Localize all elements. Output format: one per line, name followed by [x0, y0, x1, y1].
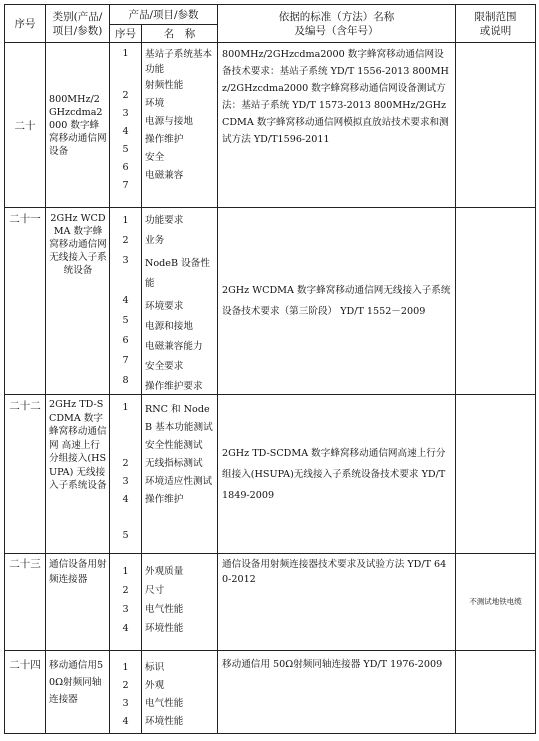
table-row — [5, 651, 536, 734]
item-number: 7 — [122, 355, 129, 366]
item-name: NodeB 设备性能 — [145, 258, 210, 289]
header-standard-line1: 依据的标准（方法）名称 — [278, 10, 395, 23]
item-name: 外观 — [145, 680, 165, 691]
item-name: RNC 和 Node B 基本功能测试 — [145, 404, 213, 433]
item-number: 1 — [122, 48, 129, 59]
item-number: 5 — [122, 530, 129, 541]
item-name: 安全性能测试 — [145, 440, 203, 451]
table-row — [5, 554, 536, 651]
item-number: 5 — [122, 144, 129, 155]
item-name: 环境性能 — [145, 623, 184, 634]
row-category: 800MHz/2GHzcdma2000 数字蜂窝移动通信网设备 — [46, 43, 110, 208]
item-name: 环境 — [145, 98, 165, 109]
item-name: 安全要求 — [145, 361, 184, 372]
item-number: 4 — [122, 623, 129, 634]
row-seq: 二十二 — [5, 395, 46, 554]
item-name: 操作维护 — [145, 134, 184, 145]
row-seq: 二十一 — [5, 208, 46, 395]
item-name: 尺寸 — [145, 585, 165, 596]
item-number: 3 — [122, 108, 129, 119]
item-name: 操作维护 — [145, 494, 184, 505]
item-name: 基站子系统基本功能 — [145, 49, 213, 75]
item-name: 外观质量 — [145, 566, 184, 577]
item-name: 环境适应性测试 — [145, 476, 213, 487]
item-name: 业务 — [145, 235, 165, 246]
row-item-names — [142, 651, 218, 734]
row-standard: 移动通信用 50Ω射频同轴连接器 YD/T 1976-2009 — [218, 651, 456, 734]
row-category: 2GHz WCDMA 数字蜂窝移动通信网无线接入子系统设备 — [46, 208, 110, 395]
row-item-names — [142, 208, 218, 395]
row-limit — [456, 208, 536, 395]
item-number: 4 — [122, 126, 129, 137]
row-category: 2GHz TD-SCDMA 数字蜂窝移动通信网 高速上行分组接入(HSUPA) 无线接入子系统设备 — [46, 395, 110, 554]
header-category-line1: 类别(产品/ — [52, 10, 103, 23]
row-limit: 不测试地铁电缆 — [456, 554, 536, 651]
row-limit — [456, 395, 536, 554]
item-name: 标识 — [145, 662, 165, 673]
item-number: 3 — [122, 476, 129, 487]
header-limit-line2: 或说明 — [479, 24, 512, 37]
item-number: 6 — [122, 162, 129, 173]
table-row — [5, 395, 536, 554]
row-standard: 2GHz WCDMA 数字蜂窝移动通信网无线接入子系统设备技术要求（第三阶段） YD/T 1552－2009 — [218, 208, 456, 395]
header-sub-seq: 序号 — [110, 25, 142, 43]
item-number: 2 — [122, 458, 129, 469]
item-name: 射频性能 — [145, 80, 184, 91]
item-name: 环境性能 — [145, 716, 184, 727]
item-number: 3 — [122, 604, 129, 615]
item-number: 4 — [122, 295, 129, 306]
row-item-names — [142, 554, 218, 651]
item-name: 无线指标测试 — [145, 458, 203, 469]
item-name: 安全 — [145, 152, 165, 163]
item-number: 4 — [122, 494, 129, 505]
item-number: 8 — [122, 375, 129, 386]
item-name: 电源和接地 — [145, 321, 193, 332]
item-number: 1 — [122, 402, 129, 413]
header-limit — [456, 5, 536, 43]
row-limit — [456, 651, 536, 734]
header-sub-name: 名 称 — [142, 25, 218, 43]
item-number: 6 — [122, 335, 129, 346]
item-name: 电磁兼容能力 — [145, 341, 203, 352]
row-standard: 800MHz/2GHzcdma2000 数字蜂窝移动通信网设备技术要求：基站子系统 YD/T 1556-2013 800MHz/2GHzcdma2000 数字蜂窝移动通信网设备测试方法：基站子系统 YD/T 1573-2013 800MHz/2GHz CDMA 数字蜂窝移动通信网模拟直放站技术要求和测试方法 YD/T1596-2011 — [218, 43, 456, 208]
item-number: 1 — [122, 662, 129, 673]
header-limit-line1: 限制范围 — [474, 10, 517, 23]
item-name: 电源与接地 — [145, 116, 193, 127]
header-standard — [218, 5, 456, 43]
scope-table — [4, 4, 536, 734]
row-category: 通信设备用射频连接器 — [46, 554, 110, 651]
row-seq: 二十三 — [5, 554, 46, 651]
item-number: 2 — [122, 680, 129, 691]
item-name: 功能要求 — [145, 215, 184, 226]
row-item-names — [142, 43, 218, 208]
row-seq: 二十 — [5, 43, 46, 208]
header-standard-line2: 及编号（含年号） — [294, 24, 379, 37]
header-category — [46, 5, 110, 43]
item-number: 2 — [122, 90, 129, 101]
item-number: 2 — [122, 235, 129, 246]
header-category-line2: 项目/参数) — [52, 24, 103, 37]
item-number: 2 — [122, 585, 129, 596]
item-number: 1 — [122, 215, 129, 226]
item-name: 电气性能 — [145, 698, 184, 709]
header-product-group: 产品/项目/参数 — [110, 5, 218, 25]
row-item-names — [142, 395, 218, 554]
row-standard: 通信设备用射频连接器技术要求及试验方法 YD/T 640-2012 — [218, 554, 456, 651]
row-category: 移动通信用50Ω射频同轴连接器 — [46, 651, 110, 734]
item-number: 3 — [122, 698, 129, 709]
row-limit — [456, 43, 536, 208]
table-row — [5, 43, 536, 208]
item-number: 7 — [122, 180, 129, 191]
item-number: 5 — [122, 315, 129, 326]
row-standard: 2GHz TD-SCDMA 数字蜂窝移动通信网高速上行分组接入(HSUPA)无线接入子系统设备技术要求 YD/T 1849-2009 — [218, 395, 456, 554]
row-item-numbers — [110, 208, 142, 395]
item-name: 操作维护要求 — [145, 381, 203, 392]
item-name: 电磁兼容 — [145, 170, 184, 181]
item-name: 电气性能 — [145, 604, 184, 615]
row-item-numbers — [110, 43, 142, 208]
row-item-numbers — [110, 651, 142, 734]
row-item-numbers — [110, 395, 142, 554]
header-seq: 序号 — [5, 5, 46, 43]
item-name: 环境要求 — [145, 301, 184, 312]
row-seq: 二十四 — [5, 651, 46, 734]
row-item-numbers — [110, 554, 142, 651]
item-number: 1 — [122, 566, 129, 577]
table-row — [5, 208, 536, 395]
item-number: 3 — [122, 255, 129, 266]
item-number: 4 — [122, 716, 129, 727]
